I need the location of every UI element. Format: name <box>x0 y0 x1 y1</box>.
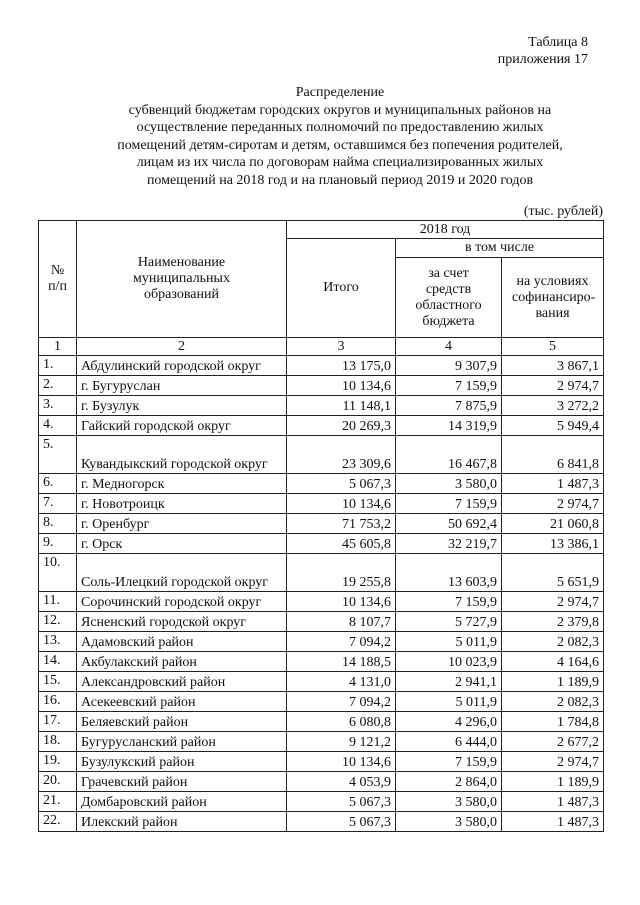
total-amount: 20 269,3 <box>287 416 396 436</box>
header-total: Итого <box>287 239 396 338</box>
row-number: 22. <box>39 812 77 832</box>
regional-budget-amount: 16 467,8 <box>396 436 502 474</box>
total-amount: 13 175,0 <box>287 356 396 376</box>
total-amount: 5 067,3 <box>287 474 396 494</box>
row-number: 5. <box>39 436 77 474</box>
row-number: 21. <box>39 792 77 812</box>
regional-budget-amount: 3 580,0 <box>396 792 502 812</box>
heading-line: Распределение <box>295 85 385 100</box>
units-label: (тыс. рублей) <box>523 204 603 219</box>
row-number: 14. <box>39 652 77 672</box>
municipality-name: Акбулакский район <box>77 652 287 672</box>
cofinance-amount: 1 487,3 <box>502 812 604 832</box>
total-amount: 8 107,7 <box>287 612 396 632</box>
table-row <box>39 652 604 672</box>
regional-budget-amount: 7 159,9 <box>396 494 502 514</box>
municipality-name: г. Оренбург <box>77 514 287 534</box>
regional-budget-amount: 5 011,9 <box>396 692 502 712</box>
total-amount: 10 134,6 <box>287 376 396 396</box>
heading-line: лицам из их числа по договорам найма специализированных жилых <box>136 155 544 170</box>
table-row <box>39 592 604 612</box>
cofinance-amount: 1 487,3 <box>502 792 604 812</box>
municipality-name: Беляевский район <box>77 712 287 732</box>
heading-line: помещений детям-сиротам и детям, оставшимся без попечения родителей, <box>117 137 563 153</box>
table-row <box>39 554 604 592</box>
row-number: 3. <box>39 396 77 416</box>
municipality-name: Гайский городской округ <box>77 416 287 436</box>
regional-budget-amount: 7 159,9 <box>396 752 502 772</box>
header-cofinance: на условиях софинансиро-вания <box>502 258 604 338</box>
municipality-name: Адамовский район <box>77 632 287 652</box>
regional-budget-amount: 6 444,0 <box>396 732 502 752</box>
heading-line: субвенций бюджетам городских округов и муниципальных районов на <box>128 102 552 118</box>
total-amount: 10 134,6 <box>287 752 396 772</box>
cofinance-amount: 2 974,7 <box>502 376 604 396</box>
municipality-name: Асекеевский район <box>77 692 287 712</box>
row-number: 1. <box>39 356 77 376</box>
cofinance-amount: 21 060,8 <box>502 514 604 534</box>
total-amount: 5 067,3 <box>287 812 396 832</box>
municipality-name: Ясненский городской округ <box>77 612 287 632</box>
municipality-name: Соль-Илецкий городской округ <box>77 554 287 592</box>
header-including: в том числе <box>396 239 604 258</box>
column-number: 1 <box>39 338 77 356</box>
table-row <box>39 396 604 416</box>
header-name: Наименование муниципальных образований <box>77 221 287 338</box>
regional-budget-amount: 2 864,0 <box>396 772 502 792</box>
table-row <box>39 356 604 376</box>
total-amount: 45 605,8 <box>287 534 396 554</box>
regional-budget-amount: 7 875,9 <box>396 396 502 416</box>
regional-budget-amount: 10 023,9 <box>396 652 502 672</box>
cofinance-amount: 2 379,8 <box>502 612 604 632</box>
row-number: 19. <box>39 752 77 772</box>
table-row <box>39 752 604 772</box>
column-number: 2 <box>77 338 287 356</box>
table-row <box>39 672 604 692</box>
regional-budget-amount: 13 603,9 <box>396 554 502 592</box>
municipality-name: Бузулукский район <box>77 752 287 772</box>
regional-budget-amount: 7 159,9 <box>396 592 502 612</box>
row-number: 15. <box>39 672 77 692</box>
table-body <box>39 356 604 832</box>
total-amount: 23 309,6 <box>287 436 396 474</box>
regional-budget-amount: 3 580,0 <box>396 812 502 832</box>
total-amount: 10 134,6 <box>287 494 396 514</box>
cofinance-amount: 3 272,2 <box>502 396 604 416</box>
regional-budget-amount: 9 307,9 <box>396 356 502 376</box>
regional-budget-amount: 7 159,9 <box>396 376 502 396</box>
regional-budget-amount: 3 580,0 <box>396 474 502 494</box>
municipality-name: г. Новотроицк <box>77 494 287 514</box>
cofinance-amount: 5 651,9 <box>502 554 604 592</box>
cofinance-amount: 1 487,3 <box>502 474 604 494</box>
municipality-name: Кувандыкский городской округ <box>77 436 287 474</box>
regional-budget-amount: 14 319,9 <box>396 416 502 436</box>
row-number: 7. <box>39 494 77 514</box>
row-number: 6. <box>39 474 77 494</box>
municipality-name: Абдулинский городской округ <box>77 356 287 376</box>
total-amount: 5 067,3 <box>287 792 396 812</box>
regional-budget-amount: 50 692,4 <box>396 514 502 534</box>
row-number: 17. <box>39 712 77 732</box>
municipality-name: г. Бугуруслан <box>77 376 287 396</box>
cofinance-amount: 1 189,9 <box>502 772 604 792</box>
table-row <box>39 712 604 732</box>
heading-line: осуществление переданных полномочий по предоставлению жилых <box>136 120 544 135</box>
row-number: 20. <box>39 772 77 792</box>
total-amount: 4 131,0 <box>287 672 396 692</box>
column-numbers-row <box>39 338 604 356</box>
column-number: 5 <box>502 338 604 356</box>
table-row <box>39 812 604 832</box>
cofinance-amount: 2 082,3 <box>502 692 604 712</box>
table-row <box>39 534 604 554</box>
cofinance-amount: 2 974,7 <box>502 592 604 612</box>
regional-budget-amount: 5 727,9 <box>396 612 502 632</box>
column-number: 3 <box>287 338 396 356</box>
total-amount: 7 094,2 <box>287 692 396 712</box>
table-row <box>39 494 604 514</box>
row-number: 16. <box>39 692 77 712</box>
total-amount: 19 255,8 <box>287 554 396 592</box>
municipality-name: г. Медногорск <box>77 474 287 494</box>
table-row <box>39 612 604 632</box>
row-number: 12. <box>39 612 77 632</box>
table-row <box>39 772 604 792</box>
header-regional: за счет средств областного бюджета <box>396 258 502 338</box>
cofinance-amount: 3 867,1 <box>502 356 604 376</box>
table-row <box>39 436 604 474</box>
cofinance-amount: 6 841,8 <box>502 436 604 474</box>
table-reference <box>498 34 588 68</box>
table-row <box>39 416 604 436</box>
regional-budget-amount: 4 296,0 <box>396 712 502 732</box>
regional-budget-amount: 2 941,1 <box>396 672 502 692</box>
appendix-number: приложения 17 <box>497 52 588 67</box>
heading-line: помещений на 2018 год и на плановый период 2019 и 2020 годов <box>146 172 534 188</box>
row-number: 8. <box>39 514 77 534</box>
row-number: 9. <box>39 534 77 554</box>
total-amount: 9 121,2 <box>287 732 396 752</box>
total-amount: 14 188,5 <box>287 652 396 672</box>
column-number: 4 <box>396 338 502 356</box>
row-number: 18. <box>39 732 77 752</box>
cofinance-amount: 2 974,7 <box>502 494 604 514</box>
municipality-name: Сорочинский городской округ <box>77 592 287 612</box>
total-amount: 10 134,6 <box>287 592 396 612</box>
row-number: 10. <box>39 554 77 592</box>
total-amount: 71 753,2 <box>287 514 396 534</box>
municipality-name: г. Орск <box>77 534 287 554</box>
document-heading <box>40 84 640 189</box>
cofinance-amount: 2 677,2 <box>502 732 604 752</box>
municipality-name: Домбаровский район <box>77 792 287 812</box>
table-row <box>39 474 604 494</box>
regional-budget-amount: 5 011,9 <box>396 632 502 652</box>
regional-budget-amount: 32 219,7 <box>396 534 502 554</box>
table-row <box>39 792 604 812</box>
municipality-name: Илекский район <box>77 812 287 832</box>
municipality-name: г. Бузулук <box>77 396 287 416</box>
cofinance-amount: 2 974,7 <box>502 752 604 772</box>
municipality-name: Бугурусланский район <box>77 732 287 752</box>
header-year: 2018 год <box>287 221 604 239</box>
table-row <box>39 732 604 752</box>
total-amount: 4 053,9 <box>287 772 396 792</box>
cofinance-amount: 1 784,8 <box>502 712 604 732</box>
municipality-name: Александровский район <box>77 672 287 692</box>
cofinance-amount: 2 082,3 <box>502 632 604 652</box>
distribution-table <box>38 220 604 832</box>
cofinance-amount: 5 949,4 <box>502 416 604 436</box>
row-number: 4. <box>39 416 77 436</box>
table-row <box>39 692 604 712</box>
row-number: 11. <box>39 592 77 612</box>
total-amount: 6 080,8 <box>287 712 396 732</box>
table-row <box>39 514 604 534</box>
total-amount: 7 094,2 <box>287 632 396 652</box>
cofinance-amount: 4 164,6 <box>502 652 604 672</box>
table-row <box>39 632 604 652</box>
header-num: № п/п <box>39 221 77 338</box>
row-number: 13. <box>39 632 77 652</box>
row-number: 2. <box>39 376 77 396</box>
table-number: Таблица 8 <box>528 35 588 50</box>
cofinance-amount: 1 189,9 <box>502 672 604 692</box>
table-row <box>39 376 604 396</box>
cofinance-amount: 13 386,1 <box>502 534 604 554</box>
total-amount: 11 148,1 <box>287 396 396 416</box>
municipality-name: Грачевский район <box>77 772 287 792</box>
